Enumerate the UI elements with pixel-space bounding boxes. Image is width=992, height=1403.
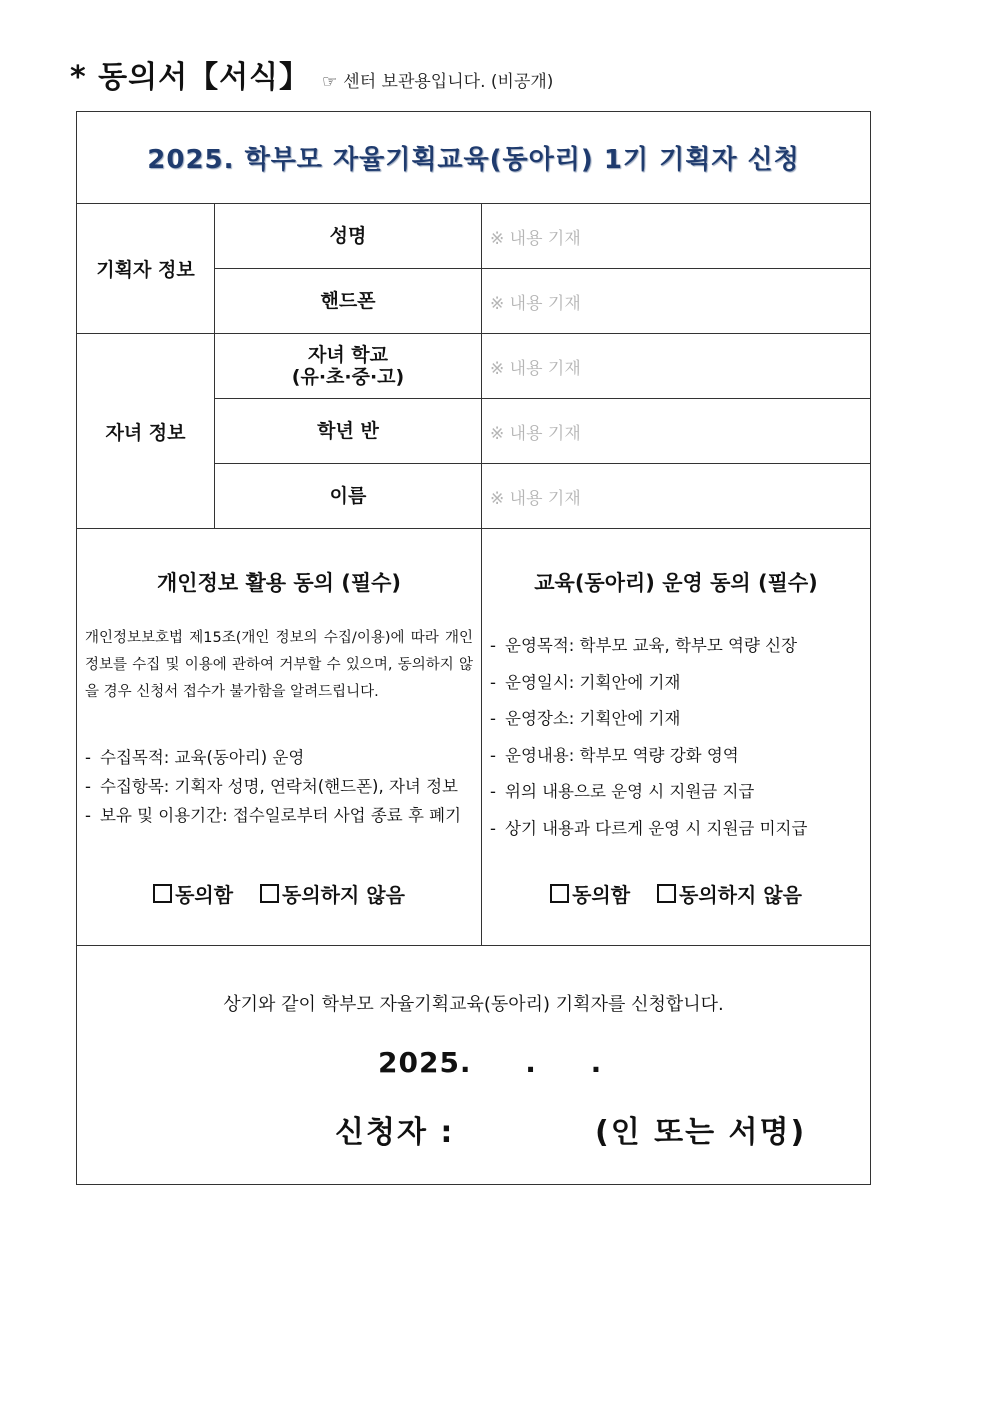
stamp-or-signature-label: (인 또는 서명) [595,1115,807,1150]
privacy-item-text: 보유 및 이용기간: 접수일로부터 사업 종료 후 폐기 [100,806,462,825]
heading-title: * 동의서【서식】 [70,60,311,95]
operation-item-text: 운영일시: 기획안에 기재 [505,672,681,692]
list-item: - 운영내용: 학부모 역량 강화 영역 [490,745,739,765]
operation-consent-options [482,879,870,908]
child-grade-class-label: 학년 반 [215,399,482,464]
list-item: - 운영일시: 기획안에 기재 [490,672,681,692]
operation-item-text: 상기 내용과 다르게 운영 시 지원금 미지급 [505,818,808,838]
operation-agree-checkbox[interactable] [550,879,630,908]
list-item: - 보유 및 이용기간: 접수일로부터 사업 종료 후 폐기 [85,806,462,825]
planner-phone-label: 핸드폰 [215,269,482,334]
operation-item-text: 운영목적: 학부모 교육, 학부모 역량 신장 [505,636,798,655]
planner-info-category: 기획자 정보 [77,204,215,334]
operation-item-text: 운영내용: 학부모 역량 강화 영역 [505,745,739,765]
child-name-field[interactable]: ※ 내용 기재 [482,464,871,529]
list-item: - 수집항목: 기획자 성명, 연락처(핸드폰), 자녀 정보 [85,777,458,796]
planner-phone-field[interactable]: ※ 내용 기재 [482,269,871,334]
privacy-agree-checkbox[interactable] [153,879,233,908]
privacy-item-text: 수집항목: 기획자 성명, 연락처(핸드폰), 자녀 정보 [100,777,458,796]
operation-item-text: 위의 내용으로 운영 시 지원금 지급 [505,782,755,802]
operation-consent-title: 교육(동아리) 운영 동의 (필수) [534,571,818,595]
applicant-label: 신청자 : [335,1115,455,1150]
operation-item-text: 운영장소: 기획안에 기재 [505,709,681,729]
application-statement: 상기와 같이 학부모 자율기획교육(동아리) 기획자를 신청합니다. [223,994,724,1015]
form-title: 2025. 학부모 자율기획교육(동아리) 1기 기획자 신청 [147,145,800,175]
operation-disagree-label: 동의하지 않음 [679,883,802,907]
child-school-label-line1: 자녀 학교 [307,344,389,366]
privacy-consent-title: 개인정보 활용 동의 (필수) [157,571,401,595]
operation-consent-section [482,529,871,946]
child-school-label-line2: (유·초·중·고) [291,366,405,388]
planner-name-field[interactable]: ※ 내용 기재 [482,204,871,269]
privacy-item-text: 수집목적: 교육(동아리) 운영 [100,748,305,767]
privacy-consent-options [77,879,481,908]
privacy-disagree-checkbox[interactable] [260,879,405,908]
operation-agree-label: 동의함 [572,883,631,907]
checkbox-square-icon [550,884,569,903]
child-info-category: 자녀 정보 [77,334,215,529]
list-item: - 위의 내용으로 운영 시 지원금 지급 [490,782,755,802]
planner-name-label: 성명 [215,204,482,269]
list-item: - 운영장소: 기획안에 기재 [490,709,681,729]
child-grade-class-field[interactable]: ※ 내용 기재 [482,399,871,464]
child-school-label [215,334,482,399]
list-item: - 수집목적: 교육(동아리) 운영 [85,748,305,767]
signature-section [77,946,871,1185]
application-form-table [76,111,871,1185]
checkbox-square-icon [657,884,676,903]
heading-note-text: 센터 보관용입니다. (비공개) [343,72,554,92]
operation-consent-list [490,628,862,848]
heading-note [322,67,553,92]
privacy-consent-list [85,743,473,830]
privacy-consent-paragraph: 개인정보보호법 제15조(개인 정보의 수집/이용)에 따라 개인 정보를 수집 및 이용에 관하여 거부할 수 있으며, 동의하지 않을 경우 신청서 접수가 불가함을 알려드립니다. [85,630,473,700]
application-date[interactable]: 2025. . . [378,1046,603,1079]
operation-disagree-checkbox[interactable] [657,879,802,908]
pointing-hand-icon: ☞ [322,72,338,92]
list-item: - 운영목적: 학부모 교육, 학부모 역량 신장 [490,636,798,655]
privacy-agree-label: 동의함 [175,883,234,907]
checkbox-square-icon [260,884,279,903]
child-school-field[interactable]: ※ 내용 기재 [482,334,871,399]
list-item: - 상기 내용과 다르게 운영 시 지원금 미지급 [490,818,808,838]
form-heading [70,56,553,96]
privacy-disagree-label: 동의하지 않음 [282,883,405,907]
privacy-consent-section [77,529,482,946]
child-name-label: 이름 [215,464,482,529]
form-title-cell [77,112,871,204]
checkbox-square-icon [153,884,172,903]
